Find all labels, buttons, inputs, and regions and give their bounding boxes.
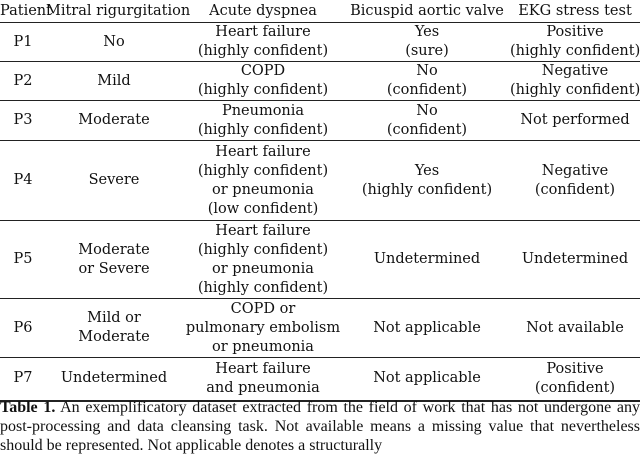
cell-line: Moderate [78, 112, 150, 128]
cell-line: Negative [541, 162, 609, 179]
cell-ekg [510, 221, 640, 299]
cell-line: (confident) [386, 82, 468, 98]
cell-line: (confident) [534, 379, 616, 396]
cell-mitral [46, 23, 182, 62]
cell-line: Not available [526, 319, 624, 336]
cell-line: pulmonary embolism [185, 319, 341, 336]
cell-bicuspid [344, 221, 510, 299]
cell-line: or pneumonia [212, 338, 314, 355]
cell-dyspnea [182, 358, 344, 401]
header-patient: Patient [0, 0, 46, 23]
cell-patient: P4 [0, 141, 46, 221]
cell-line: Heart failure [215, 360, 311, 377]
cell-line: Negative [541, 63, 609, 79]
cell-line: (low confident) [207, 200, 319, 217]
cell-dyspnea [182, 23, 344, 62]
table-row [0, 101, 640, 141]
cell-line: Undetermined [521, 251, 629, 267]
cell-line: (highly confident) [197, 82, 329, 98]
cell-line: Moderate [78, 329, 150, 345]
caption-label: Table 1. [0, 399, 56, 416]
cell-bicuspid [344, 358, 510, 401]
cell-mitral [46, 358, 182, 401]
cell-patient: P5 [0, 221, 46, 299]
cell-line: No [103, 33, 125, 50]
cell-mitral [46, 299, 182, 358]
cell-line: (highly confident) [197, 43, 329, 59]
cell-patient: P1 [0, 23, 46, 62]
header-mitral: Mitral rigurgitation [46, 0, 182, 23]
cell-ekg [510, 23, 640, 62]
cell-line: or pneumonia [212, 260, 314, 277]
table-row [0, 299, 640, 358]
table-row [0, 62, 640, 101]
cell-line: Positive [546, 360, 604, 377]
cell-line: Heart failure [215, 24, 311, 40]
cell-patient: P6 [0, 299, 46, 358]
header-ekg: EKG stress test [510, 0, 640, 23]
cell-bicuspid [344, 23, 510, 62]
table-row [0, 141, 640, 221]
cell-line: or pneumonia [212, 181, 314, 198]
cell-mitral [46, 101, 182, 141]
cell-line: No [416, 102, 438, 119]
cell-mitral [46, 141, 182, 221]
cell-line: Undetermined [60, 370, 168, 387]
cell-line: Positive [546, 24, 604, 40]
cell-bicuspid [344, 141, 510, 221]
table-caption [0, 398, 640, 454]
cell-line: Not applicable [373, 370, 481, 387]
cell-patient: P7 [0, 358, 46, 401]
cell-line: and pneumonia [206, 379, 320, 396]
cell-line: Not applicable [373, 319, 481, 336]
cell-line: (confident) [386, 121, 468, 138]
cell-line: (highly confident) [197, 121, 329, 138]
cell-ekg [510, 141, 640, 221]
table-row [0, 23, 640, 62]
cell-bicuspid [344, 62, 510, 101]
cell-dyspnea [182, 62, 344, 101]
cell-line: COPD [240, 63, 286, 79]
cell-line: (highly confident) [197, 279, 329, 296]
cell-line: Yes [414, 24, 440, 40]
cell-ekg [510, 101, 640, 141]
cell-line: (highly confident) [510, 43, 640, 59]
cell-line: Heart failure [215, 143, 311, 160]
cell-line: Not performed [520, 112, 630, 128]
table-row [0, 358, 640, 401]
cell-line: Pneumonia [221, 102, 305, 119]
cell-ekg [510, 299, 640, 358]
cell-line: Yes [414, 162, 440, 179]
cell-line: Mild [97, 72, 131, 89]
cell-line: COPD or [230, 300, 296, 317]
cell-mitral [46, 221, 182, 299]
cell-line: Heart failure [215, 222, 311, 239]
cell-dyspnea [182, 141, 344, 221]
cell-dyspnea [182, 299, 344, 358]
caption-text: An exemplificatory dataset extracted from the field of work that has not undergone any post-processing and data cleansing task. Not available means a missing value that nevertheless should be represented. Not applicable denotes a structurally [0, 399, 640, 454]
cell-dyspnea [182, 101, 344, 141]
header-bicuspid: Bicuspid aortic valve [344, 0, 510, 23]
cell-line: Undetermined [373, 251, 481, 267]
cell-bicuspid [344, 101, 510, 141]
cell-line: (highly confident) [361, 181, 493, 198]
cell-mitral [46, 62, 182, 101]
cell-line: Severe [88, 172, 140, 188]
cell-ekg [510, 358, 640, 401]
header-row [0, 0, 640, 23]
cell-patient: P3 [0, 101, 46, 141]
cell-patient: P2 [0, 62, 46, 101]
cell-ekg [510, 62, 640, 101]
header-dyspnea: Acute dyspnea [182, 0, 344, 23]
cell-line: (highly confident) [197, 162, 329, 179]
cell-line: or Severe [78, 260, 150, 277]
cell-line: (confident) [534, 181, 616, 198]
cell-line: Mild or [87, 310, 141, 326]
cell-line: Moderate [78, 241, 150, 258]
cell-line: (highly confident) [197, 241, 329, 258]
table-row [0, 221, 640, 299]
cell-dyspnea [182, 221, 344, 299]
cell-line: (highly confident) [510, 82, 640, 98]
cell-line: No [416, 63, 438, 79]
cell-bicuspid [344, 299, 510, 358]
cell-line: (sure) [405, 43, 449, 59]
